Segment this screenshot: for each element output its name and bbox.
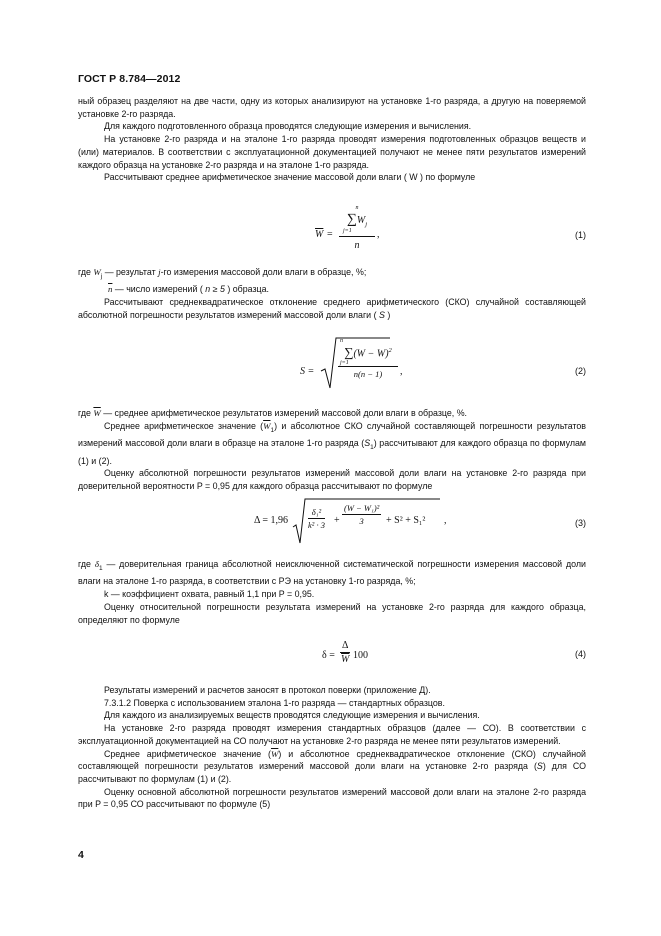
eq3-tail: + S² + S₁² — [386, 515, 426, 526]
paragraph: Оценку основной абсолютной погрешности результатов измерений массовой доли влаги на эталоне 2-го разряда при P = 0,95 СО рассчитывают по формуле (5) — [78, 786, 586, 810]
equation-3-number: (3) — [575, 518, 586, 528]
block-1 — [78, 95, 586, 184]
paragraph-sko: Рассчитывают среднеквадратическое отклонение среднего арифметического (СКО) случайной составляющей абсолютной погрешности результатов измерений массовой доли влаги ( S ) — [78, 297, 586, 320]
block-3 — [78, 407, 586, 493]
eq1-fraction — [339, 205, 375, 251]
eq3-lhs: Δ = 1,96 — [254, 515, 289, 526]
eq4-mult: 100 — [353, 650, 368, 661]
page-number: 4 — [78, 849, 84, 861]
eq1-denominator: n — [339, 236, 375, 251]
paragraph: Среднее арифметическое значение $(\overline{W})$ и абсолютное среднеквадратическое отклонение (СКО) случайной составляющей погрешности результатов измерений массовой доли влаги на установке 2-го разряда (S) для СО рассчитывают по формулам (1) и (2). — [78, 748, 586, 784]
paragraph-relative: Оценку относительной погрешности результата измерений на установке 2-го разряда для каждого образца, определяют по формуле — [78, 601, 586, 625]
eq3-plus: + — [334, 515, 340, 526]
eq1-sum-bottom: j=1 — [343, 228, 352, 234]
eq2-lhs: S = — [300, 366, 315, 377]
paragraph: ный образец разделяют на две части, одну из которых анализируют на установке 1-го разряда, а другую на поверяемой установке 2-го разряда. — [78, 96, 586, 119]
paragraph-w1: Среднее арифметическое значение $(\overline{W}_1)$ и абсолютное СКО случайной составляющей погрешности результатов измерений массовой доли влаги в образце на эталоне 1-го разряда $(S_1)$ рассчитывают для каждого образца по формулам (1) и (2). — [78, 420, 586, 466]
paragraph: Для каждого из анализируемых веществ проводятся следующие измерения и вычисления. — [104, 710, 480, 721]
eq3-fraction-1: $\frac{\text{δ₁²}}{\text{k² · 3}}$ — [308, 507, 325, 530]
eq3-comma: , — [444, 515, 447, 526]
eq2-fraction: n $\sum(W - W)^2$ j=1 n(n − 1) — [338, 338, 398, 379]
equation-2-number: (2) — [575, 366, 586, 376]
where-line-1: где $W_j$ — результат j-го измерения массовой доли влаги в образце, %; — [78, 267, 367, 280]
paragraph: Рассчитывают среднее арифметическое значение массовой доли влаги ( W ) по формуле — [104, 172, 476, 183]
eq4-fraction: $\frac{\Delta}{W}$ — [341, 640, 350, 665]
eq1-sum-top: n — [355, 205, 359, 211]
where-line-2: $\overline{n}$ — число измерений ( n ≥ 5 ) образца. — [108, 284, 269, 295]
where-line: где $\overline{W}$ — среднее арифметическое результатов измерений массовой доли влаги в образце, %. — [78, 408, 468, 418]
eq1-sum-body: $\sum W_j$ — [346, 212, 368, 228]
eq1-lhs: $\overline{W}$ — [315, 229, 324, 240]
eq1-equals: = — [327, 229, 333, 240]
block-2 — [78, 266, 586, 322]
paragraph: Результаты измерений и расчетов заносят в протокол поверки (приложение Д). — [104, 685, 431, 695]
paragraph: Для каждого подготовленного образца проводятся следующие измерения и вычисления. — [104, 121, 472, 132]
eq3-fraction-2: $\frac{\text{(W − W₁)²}}{3}$ — [344, 503, 380, 526]
equation-1-number: (1) — [575, 230, 586, 240]
k-line: k — коэффициент охвата, равный 1,1 при P = 0,95. — [104, 589, 315, 600]
paragraph: На установке 2-го разряда и на эталоне 1-го разряда проводят измерения подготовленных образцов веществ и (или) материалов. В соответствии с эксплуатационной документацией получают не менее пяти результатов измерений каждого образца на установке 2-го разряда и на эталоне 1-го разряда. — [78, 134, 586, 170]
document-header: ГОСТ Р 8.784—2012 — [78, 73, 181, 85]
block-4 — [78, 558, 586, 626]
where-line-delta: где $\delta_1$ — доверительная граница абсолютной неисключенной систематической погрешности измерения массовой доли влаги на эталоне 1-го разряда, в соответствии с РЭ на установку 1-го разряда, %; — [78, 559, 586, 587]
paragraph-p095: Оценку абсолютной погрешности результатов измерений массовой доли влаги на установке 2-го разряда при доверительной вероятности P = 0,95 для каждого образца рассчитывают по формуле — [78, 468, 586, 492]
eq1-tail: , — [377, 229, 380, 240]
eq2-tail: , — [400, 366, 403, 377]
paragraph: 7.3.1.2 Поверка с использованием эталона 1-го разряда — стандартных образцов. — [104, 697, 445, 708]
equation-4-number: (4) — [575, 649, 586, 659]
block-5 — [78, 684, 586, 811]
eq4-lhs: δ = — [322, 650, 335, 661]
paragraph: На установке 2-го разряда проводят измерения стандартных образцов (далее — СО). В соответствии с эксплуатационной документацией на СО получают на установке 2-го разряда не менее пяти результатов измерений. — [78, 723, 586, 746]
equation-2 — [300, 334, 410, 392]
equation-3 — [254, 495, 454, 547]
